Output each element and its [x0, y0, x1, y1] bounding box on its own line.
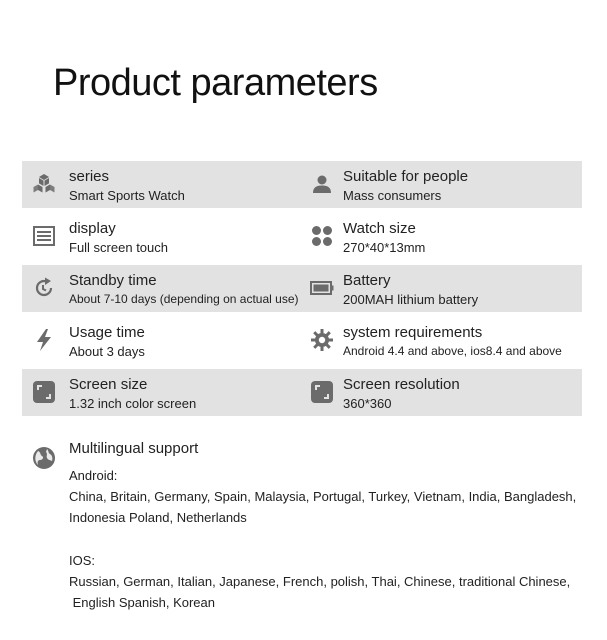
person-icon — [310, 172, 334, 196]
param-value: Android 4.4 and above, ios8.4 and above — [343, 344, 562, 358]
globe-icon — [32, 446, 56, 470]
resolution-icon — [310, 380, 334, 404]
param-value: 1.32 inch color screen — [69, 396, 197, 411]
param-value: About 7-10 days (depending on actual use) — [69, 292, 299, 306]
param-screen-size — [22, 369, 302, 416]
ios-languages-line: Russian, German, Italian, Japanese, French, polish, Thai, Chinese, traditional Chinese, — [69, 574, 571, 589]
param-display — [22, 213, 302, 260]
multilingual-title: Multilingual support — [69, 440, 199, 457]
param-value: 270*40*13mm — [343, 240, 426, 255]
parameters-table — [22, 161, 582, 421]
param-row — [22, 317, 582, 364]
param-value: Smart Sports Watch — [69, 188, 185, 203]
param-row — [22, 161, 582, 208]
lightning-icon — [32, 328, 56, 352]
param-system-requirements — [302, 317, 582, 364]
param-label: Screen resolution — [343, 376, 460, 393]
page-title: Product parameters — [53, 62, 378, 104]
param-label: Watch size — [343, 220, 416, 237]
param-label: series — [69, 168, 110, 185]
param-usage — [22, 317, 302, 364]
cubes-icon — [32, 172, 56, 196]
param-value: Mass consumers — [343, 188, 442, 203]
param-suitable-for — [302, 161, 582, 208]
screen-icon — [32, 380, 56, 404]
param-value: About 3 days — [69, 344, 145, 359]
ios-label: IOS: — [69, 553, 96, 568]
ios-languages-line: English Spanish, Korean — [69, 595, 215, 610]
param-label: Standby time — [69, 272, 157, 289]
param-watch-size — [302, 213, 582, 260]
param-screen-resolution — [302, 369, 582, 416]
param-value: 360*360 — [343, 396, 392, 411]
param-standby — [22, 265, 302, 312]
param-label: Suitable for people — [343, 168, 469, 185]
param-row — [22, 265, 582, 312]
android-label: Android: — [69, 468, 118, 483]
gear-icon — [310, 328, 334, 352]
param-label: Screen size — [69, 376, 148, 393]
param-row — [22, 369, 582, 416]
android-countries-line: China, Britain, Germany, Spain, Malaysia, Portugal, Turkey, Vietnam, India, Bangladesh, — [69, 489, 577, 504]
param-value: Full screen touch — [69, 240, 168, 255]
param-label: display — [69, 220, 116, 237]
battery-icon — [310, 276, 334, 300]
param-row — [22, 213, 582, 260]
param-label: Battery — [343, 272, 391, 289]
param-battery — [302, 265, 582, 312]
param-value: 200MAH lithium battery — [343, 292, 479, 307]
param-label: system requirements — [343, 324, 483, 341]
android-countries-line: Indonesia Poland, Netherlands — [69, 510, 247, 525]
refresh-icon — [32, 276, 56, 300]
grid-icon — [310, 224, 334, 248]
param-label: Usage time — [69, 324, 145, 341]
display-icon — [32, 224, 56, 248]
param-series — [22, 161, 302, 208]
